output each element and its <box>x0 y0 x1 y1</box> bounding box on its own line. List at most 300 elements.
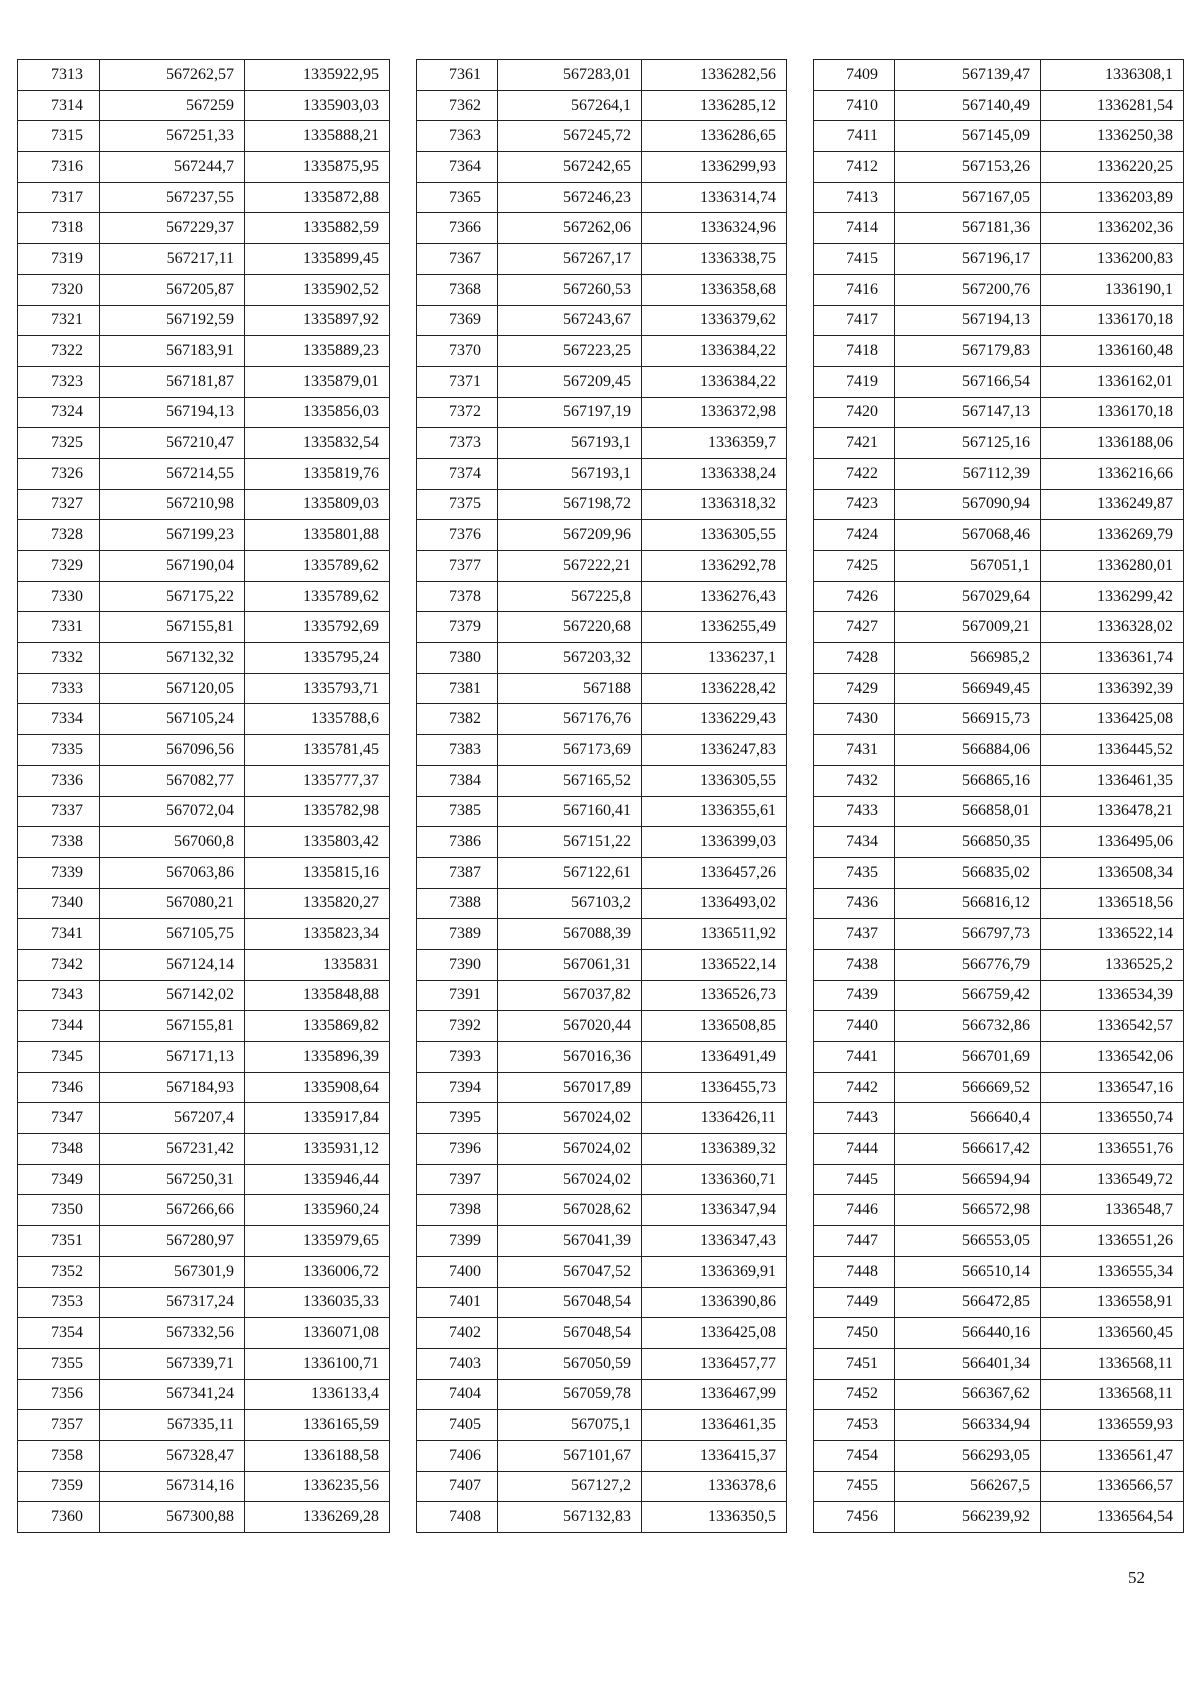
x-coordinate-cell: 566553,05 <box>895 1226 1041 1257</box>
table-row <box>417 1011 787 1042</box>
y-coordinate-cell: 1336425,08 <box>642 1318 787 1349</box>
y-coordinate-cell: 1336360,71 <box>642 1164 787 1195</box>
x-coordinate-cell: 566510,14 <box>895 1256 1041 1287</box>
point-number-cell: 7381 <box>417 673 498 704</box>
point-number-cell: 7371 <box>417 366 498 397</box>
point-number-cell: 7319 <box>18 244 100 275</box>
x-coordinate-cell: 566732,86 <box>895 1011 1041 1042</box>
table-row <box>18 1195 390 1226</box>
point-number-cell: 7437 <box>814 919 895 950</box>
point-number-cell: 7377 <box>417 551 498 582</box>
x-coordinate-cell: 567341,24 <box>100 1379 245 1410</box>
x-coordinate-cell: 567245,72 <box>498 121 642 152</box>
x-coordinate-cell: 567096,56 <box>100 735 245 766</box>
table-row <box>18 90 390 121</box>
table-row <box>417 121 787 152</box>
point-number-cell: 7316 <box>18 152 100 183</box>
x-coordinate-cell: 567220,68 <box>498 612 642 643</box>
coordinate-table-1 <box>17 59 390 1533</box>
table-row <box>814 796 1184 827</box>
x-coordinate-cell: 566594,94 <box>895 1164 1041 1195</box>
y-coordinate-cell: 1336170,18 <box>1041 397 1184 428</box>
table-row <box>814 1072 1184 1103</box>
point-number-cell: 7383 <box>417 735 498 766</box>
x-coordinate-cell: 567068,46 <box>895 520 1041 551</box>
table-row <box>18 643 390 674</box>
y-coordinate-cell: 1335820,27 <box>245 888 390 919</box>
y-coordinate-cell: 1335875,95 <box>245 152 390 183</box>
x-coordinate-cell: 567151,22 <box>498 827 642 858</box>
table-row <box>18 1318 390 1349</box>
y-coordinate-cell: 1336564,54 <box>1041 1502 1184 1533</box>
x-coordinate-cell: 567024,02 <box>498 1103 642 1134</box>
point-number-cell: 7426 <box>814 581 895 612</box>
y-coordinate-cell: 1336282,56 <box>642 60 787 91</box>
y-coordinate-cell: 1336549,72 <box>1041 1164 1184 1195</box>
y-coordinate-cell: 1336415,37 <box>642 1440 787 1471</box>
point-number-cell: 7448 <box>814 1256 895 1287</box>
point-number-cell: 7376 <box>417 520 498 551</box>
table-row <box>417 1471 787 1502</box>
y-coordinate-cell: 1336542,57 <box>1041 1011 1184 1042</box>
point-number-cell: 7357 <box>18 1410 100 1441</box>
x-coordinate-cell: 567262,06 <box>498 213 642 244</box>
point-number-cell: 7410 <box>814 90 895 121</box>
table-row <box>18 888 390 919</box>
table-row <box>417 919 787 950</box>
point-number-cell: 7389 <box>417 919 498 950</box>
y-coordinate-cell: 1336491,49 <box>642 1042 787 1073</box>
point-number-cell: 7363 <box>417 121 498 152</box>
x-coordinate-cell: 567192,59 <box>100 305 245 336</box>
y-coordinate-cell: 1336426,11 <box>642 1103 787 1134</box>
y-coordinate-cell: 1335803,42 <box>245 827 390 858</box>
y-coordinate-cell: 1336269,79 <box>1041 520 1184 551</box>
y-coordinate-cell: 1335848,88 <box>245 980 390 1011</box>
x-coordinate-cell: 567259 <box>100 90 245 121</box>
y-coordinate-cell: 1336347,43 <box>642 1226 787 1257</box>
point-number-cell: 7396 <box>417 1134 498 1165</box>
point-number-cell: 7360 <box>18 1502 100 1533</box>
point-number-cell: 7425 <box>814 551 895 582</box>
point-number-cell: 7332 <box>18 643 100 674</box>
table-row <box>417 857 787 888</box>
x-coordinate-cell: 567072,04 <box>100 796 245 827</box>
y-coordinate-cell: 1336188,06 <box>1041 428 1184 459</box>
table-row <box>18 673 390 704</box>
table-row <box>18 765 390 796</box>
point-number-cell: 7445 <box>814 1164 895 1195</box>
y-coordinate-cell: 1336269,28 <box>245 1502 390 1533</box>
point-number-cell: 7349 <box>18 1164 100 1195</box>
point-number-cell: 7399 <box>417 1226 498 1257</box>
y-coordinate-cell: 1336200,83 <box>1041 244 1184 275</box>
point-number-cell: 7362 <box>417 90 498 121</box>
table-row <box>814 1011 1184 1042</box>
table-row <box>417 213 787 244</box>
table-row <box>417 336 787 367</box>
y-coordinate-cell: 1336170,18 <box>1041 305 1184 336</box>
point-number-cell: 7337 <box>18 796 100 827</box>
x-coordinate-cell: 566797,73 <box>895 919 1041 950</box>
y-coordinate-cell: 1336286,65 <box>642 121 787 152</box>
point-number-cell: 7333 <box>18 673 100 704</box>
table-row <box>18 1072 390 1103</box>
table-row <box>18 520 390 551</box>
x-coordinate-cell: 567122,61 <box>498 857 642 888</box>
table-row <box>18 1134 390 1165</box>
x-coordinate-cell: 567209,96 <box>498 520 642 551</box>
x-coordinate-cell: 567017,89 <box>498 1072 642 1103</box>
y-coordinate-cell: 1336308,1 <box>1041 60 1184 91</box>
table-row <box>18 857 390 888</box>
table-row <box>417 1256 787 1287</box>
table-row <box>417 520 787 551</box>
x-coordinate-cell: 567173,69 <box>498 735 642 766</box>
table-row <box>417 1348 787 1379</box>
x-coordinate-cell: 566949,45 <box>895 673 1041 704</box>
y-coordinate-cell: 1336188,58 <box>245 1440 390 1471</box>
x-coordinate-cell: 566915,73 <box>895 704 1041 735</box>
y-coordinate-cell: 1336035,33 <box>245 1287 390 1318</box>
coordinate-table-3 <box>813 59 1184 1533</box>
point-number-cell: 7355 <box>18 1348 100 1379</box>
table-row <box>18 182 390 213</box>
x-coordinate-cell: 566850,35 <box>895 827 1041 858</box>
point-number-cell: 7324 <box>18 397 100 428</box>
x-coordinate-cell: 567051,1 <box>895 551 1041 582</box>
y-coordinate-cell: 1336203,89 <box>1041 182 1184 213</box>
point-number-cell: 7440 <box>814 1011 895 1042</box>
point-number-cell: 7372 <box>417 397 498 428</box>
y-coordinate-cell: 1336559,93 <box>1041 1410 1184 1441</box>
x-coordinate-cell: 567231,42 <box>100 1134 245 1165</box>
table-row <box>18 458 390 489</box>
table-row <box>18 274 390 305</box>
table-row <box>417 551 787 582</box>
point-number-cell: 7385 <box>417 796 498 827</box>
x-coordinate-cell: 567222,21 <box>498 551 642 582</box>
y-coordinate-cell: 1336495,06 <box>1041 827 1184 858</box>
x-coordinate-cell: 567214,55 <box>100 458 245 489</box>
point-number-cell: 7420 <box>814 397 895 428</box>
x-coordinate-cell: 567075,1 <box>498 1410 642 1441</box>
table-row <box>18 1440 390 1471</box>
x-coordinate-cell: 567165,52 <box>498 765 642 796</box>
point-number-cell: 7375 <box>417 489 498 520</box>
x-coordinate-cell: 567209,45 <box>498 366 642 397</box>
x-coordinate-cell: 567183,91 <box>100 336 245 367</box>
point-number-cell: 7330 <box>18 581 100 612</box>
x-coordinate-cell: 567061,31 <box>498 949 642 980</box>
point-number-cell: 7351 <box>18 1226 100 1257</box>
table-row <box>814 980 1184 1011</box>
y-coordinate-cell: 1336568,11 <box>1041 1348 1184 1379</box>
y-coordinate-cell: 1335931,12 <box>245 1134 390 1165</box>
y-coordinate-cell: 1335792,69 <box>245 612 390 643</box>
table-row <box>18 1042 390 1073</box>
y-coordinate-cell: 1335896,39 <box>245 1042 390 1073</box>
y-coordinate-cell: 1336285,12 <box>642 90 787 121</box>
table-row <box>18 919 390 950</box>
y-coordinate-cell: 1336305,55 <box>642 765 787 796</box>
y-coordinate-cell: 1336358,68 <box>642 274 787 305</box>
table-row <box>814 182 1184 213</box>
table-row <box>417 274 787 305</box>
table-row <box>417 1502 787 1533</box>
table-row <box>814 1134 1184 1165</box>
x-coordinate-cell: 567082,77 <box>100 765 245 796</box>
point-number-cell: 7427 <box>814 612 895 643</box>
table-row <box>18 1502 390 1533</box>
y-coordinate-cell: 1336518,56 <box>1041 888 1184 919</box>
x-coordinate-cell: 567205,87 <box>100 274 245 305</box>
table-row <box>814 366 1184 397</box>
table-row <box>417 397 787 428</box>
table-row <box>814 735 1184 766</box>
table-row <box>18 827 390 858</box>
table-row <box>814 121 1184 152</box>
table-row <box>814 1440 1184 1471</box>
x-coordinate-cell: 567059,78 <box>498 1379 642 1410</box>
y-coordinate-cell: 1336384,22 <box>642 366 787 397</box>
y-coordinate-cell: 1336276,43 <box>642 581 787 612</box>
table-row <box>814 60 1184 91</box>
table-row <box>18 1348 390 1379</box>
point-number-cell: 7413 <box>814 182 895 213</box>
x-coordinate-cell: 567250,31 <box>100 1164 245 1195</box>
x-coordinate-cell: 567283,01 <box>498 60 642 91</box>
x-coordinate-cell: 566865,16 <box>895 765 1041 796</box>
y-coordinate-cell: 1336478,21 <box>1041 796 1184 827</box>
table-row <box>18 796 390 827</box>
table-row <box>417 428 787 459</box>
point-number-cell: 7322 <box>18 336 100 367</box>
table-row <box>417 1072 787 1103</box>
y-coordinate-cell: 1335801,88 <box>245 520 390 551</box>
y-coordinate-cell: 1335856,03 <box>245 397 390 428</box>
y-coordinate-cell: 1335888,21 <box>245 121 390 152</box>
y-coordinate-cell: 1336281,54 <box>1041 90 1184 121</box>
point-number-cell: 7378 <box>417 581 498 612</box>
y-coordinate-cell: 1336384,22 <box>642 336 787 367</box>
y-coordinate-cell: 1336165,59 <box>245 1410 390 1441</box>
point-number-cell: 7439 <box>814 980 895 1011</box>
x-coordinate-cell: 567262,57 <box>100 60 245 91</box>
table-row <box>814 520 1184 551</box>
x-coordinate-cell: 567105,75 <box>100 919 245 950</box>
point-number-cell: 7321 <box>18 305 100 336</box>
y-coordinate-cell: 1336548,7 <box>1041 1195 1184 1226</box>
table-row <box>18 397 390 428</box>
point-number-cell: 7320 <box>18 274 100 305</box>
y-coordinate-cell: 1336547,16 <box>1041 1072 1184 1103</box>
point-number-cell: 7343 <box>18 980 100 1011</box>
x-coordinate-cell: 566572,98 <box>895 1195 1041 1226</box>
y-coordinate-cell: 1336100,71 <box>245 1348 390 1379</box>
point-number-cell: 7414 <box>814 213 895 244</box>
x-coordinate-cell: 567047,52 <box>498 1256 642 1287</box>
point-number-cell: 7417 <box>814 305 895 336</box>
x-coordinate-cell: 567179,83 <box>895 336 1041 367</box>
y-coordinate-cell: 1336445,52 <box>1041 735 1184 766</box>
y-coordinate-cell: 1336305,55 <box>642 520 787 551</box>
x-coordinate-cell: 566759,42 <box>895 980 1041 1011</box>
x-coordinate-cell: 567088,39 <box>498 919 642 950</box>
table-row <box>417 581 787 612</box>
point-number-cell: 7325 <box>18 428 100 459</box>
point-number-cell: 7373 <box>417 428 498 459</box>
point-number-cell: 7449 <box>814 1287 895 1318</box>
table-row <box>18 1011 390 1042</box>
x-coordinate-cell: 567103,2 <box>498 888 642 919</box>
x-coordinate-cell: 567166,54 <box>895 366 1041 397</box>
y-coordinate-cell: 1336392,39 <box>1041 673 1184 704</box>
table-row <box>18 612 390 643</box>
x-coordinate-cell: 567132,83 <box>498 1502 642 1533</box>
point-number-cell: 7379 <box>417 612 498 643</box>
point-number-cell: 7341 <box>18 919 100 950</box>
x-coordinate-cell: 567048,54 <box>498 1318 642 1349</box>
y-coordinate-cell: 1336561,47 <box>1041 1440 1184 1471</box>
point-number-cell: 7424 <box>814 520 895 551</box>
point-number-cell: 7344 <box>18 1011 100 1042</box>
x-coordinate-cell: 566472,85 <box>895 1287 1041 1318</box>
x-coordinate-cell: 567196,17 <box>895 244 1041 275</box>
table-row <box>18 305 390 336</box>
point-number-cell: 7326 <box>18 458 100 489</box>
x-coordinate-cell: 567266,66 <box>100 1195 245 1226</box>
point-number-cell: 7438 <box>814 949 895 980</box>
table-row <box>417 1440 787 1471</box>
table-row <box>417 735 787 766</box>
x-coordinate-cell: 567142,02 <box>100 980 245 1011</box>
y-coordinate-cell: 1336558,91 <box>1041 1287 1184 1318</box>
x-coordinate-cell: 566835,02 <box>895 857 1041 888</box>
point-number-cell: 7393 <box>417 1042 498 1073</box>
y-coordinate-cell: 1336511,92 <box>642 919 787 950</box>
point-number-cell: 7388 <box>417 888 498 919</box>
y-coordinate-cell: 1336355,61 <box>642 796 787 827</box>
y-coordinate-cell: 1336338,24 <box>642 458 787 489</box>
point-number-cell: 7398 <box>417 1195 498 1226</box>
point-number-cell: 7416 <box>814 274 895 305</box>
y-coordinate-cell: 1336555,34 <box>1041 1256 1184 1287</box>
point-number-cell: 7358 <box>18 1440 100 1471</box>
x-coordinate-cell: 567210,47 <box>100 428 245 459</box>
table-row <box>417 1103 787 1134</box>
point-number-cell: 7456 <box>814 1502 895 1533</box>
point-number-cell: 7394 <box>417 1072 498 1103</box>
y-coordinate-cell: 1336250,38 <box>1041 121 1184 152</box>
x-coordinate-cell: 567267,17 <box>498 244 642 275</box>
table-row <box>417 182 787 213</box>
table-row <box>18 735 390 766</box>
point-number-cell: 7402 <box>417 1318 498 1349</box>
y-coordinate-cell: 1335793,71 <box>245 673 390 704</box>
y-coordinate-cell: 1336237,1 <box>642 643 787 674</box>
y-coordinate-cell: 1336493,02 <box>642 888 787 919</box>
y-coordinate-cell: 1336525,2 <box>1041 949 1184 980</box>
x-coordinate-cell: 567120,05 <box>100 673 245 704</box>
x-coordinate-cell: 567194,13 <box>895 305 1041 336</box>
point-number-cell: 7409 <box>814 60 895 91</box>
table-row <box>18 551 390 582</box>
table-row <box>18 366 390 397</box>
x-coordinate-cell: 567037,82 <box>498 980 642 1011</box>
table-row <box>814 152 1184 183</box>
x-coordinate-cell: 567207,4 <box>100 1103 245 1134</box>
point-number-cell: 7415 <box>814 244 895 275</box>
x-coordinate-cell: 567237,55 <box>100 182 245 213</box>
x-coordinate-cell: 566669,52 <box>895 1072 1041 1103</box>
table-row <box>417 888 787 919</box>
point-number-cell: 7331 <box>18 612 100 643</box>
y-coordinate-cell: 1336425,08 <box>1041 704 1184 735</box>
table-row <box>814 274 1184 305</box>
y-coordinate-cell: 1336461,35 <box>1041 765 1184 796</box>
point-number-cell: 7338 <box>18 827 100 858</box>
table-row <box>417 1379 787 1410</box>
y-coordinate-cell: 1336229,43 <box>642 704 787 735</box>
y-coordinate-cell: 1336461,35 <box>642 1410 787 1441</box>
point-number-cell: 7442 <box>814 1072 895 1103</box>
point-number-cell: 7369 <box>417 305 498 336</box>
x-coordinate-cell: 566334,94 <box>895 1410 1041 1441</box>
table-row <box>417 1164 787 1195</box>
y-coordinate-cell: 1336299,42 <box>1041 581 1184 612</box>
table-row <box>417 1318 787 1349</box>
table-row <box>417 244 787 275</box>
table-row <box>814 244 1184 275</box>
point-number-cell: 7422 <box>814 458 895 489</box>
table-row <box>814 1502 1184 1533</box>
y-coordinate-cell: 1335917,84 <box>245 1103 390 1134</box>
point-number-cell: 7356 <box>18 1379 100 1410</box>
table-row <box>18 244 390 275</box>
x-coordinate-cell: 567193,1 <box>498 458 642 489</box>
x-coordinate-cell: 567176,76 <box>498 704 642 735</box>
point-number-cell: 7433 <box>814 796 895 827</box>
table-row <box>417 612 787 643</box>
y-coordinate-cell: 1336566,57 <box>1041 1471 1184 1502</box>
table-row <box>417 704 787 735</box>
x-coordinate-cell: 567217,11 <box>100 244 245 275</box>
table-row <box>814 458 1184 489</box>
table-row <box>814 1256 1184 1287</box>
y-coordinate-cell: 1336299,93 <box>642 152 787 183</box>
table-row <box>814 704 1184 735</box>
table-row <box>814 1164 1184 1195</box>
y-coordinate-cell: 1336389,32 <box>642 1134 787 1165</box>
page-number: 52 <box>1128 1568 1145 1587</box>
x-coordinate-cell: 567132,32 <box>100 643 245 674</box>
x-coordinate-cell: 567314,16 <box>100 1471 245 1502</box>
point-number-cell: 7374 <box>417 458 498 489</box>
table-row <box>18 1103 390 1134</box>
point-number-cell: 7367 <box>417 244 498 275</box>
x-coordinate-cell: 567203,32 <box>498 643 642 674</box>
x-coordinate-cell: 567101,67 <box>498 1440 642 1471</box>
coordinate-table-2 <box>416 59 787 1533</box>
y-coordinate-cell: 1336467,99 <box>642 1379 787 1410</box>
point-number-cell: 7365 <box>417 182 498 213</box>
table-row <box>814 612 1184 643</box>
x-coordinate-cell: 567229,37 <box>100 213 245 244</box>
point-number-cell: 7405 <box>417 1410 498 1441</box>
x-coordinate-cell: 567190,04 <box>100 551 245 582</box>
point-number-cell: 7434 <box>814 827 895 858</box>
